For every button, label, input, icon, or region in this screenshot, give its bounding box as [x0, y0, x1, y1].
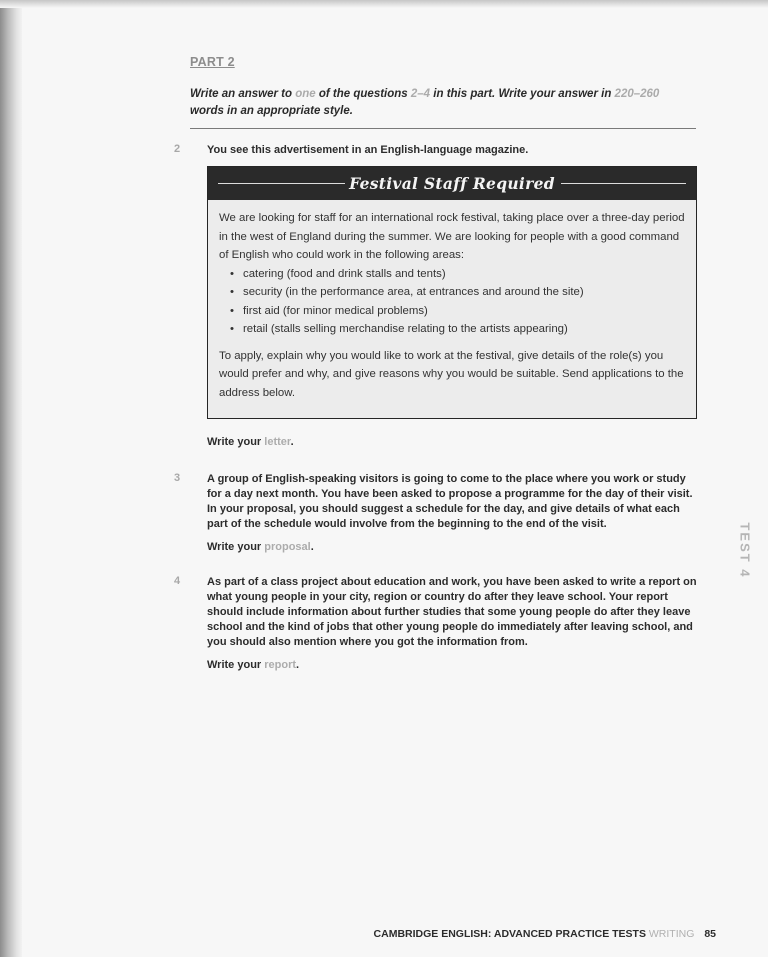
side-test-label-text: TEST 4: [737, 521, 753, 579]
advert-area-text: catering (food and drink stalls and tents): [243, 267, 446, 280]
advert-area-item: [219, 302, 686, 321]
page-number: 85: [704, 928, 716, 940]
question-2-number: 2: [174, 143, 181, 155]
footer-section: WRITING: [648, 928, 695, 940]
advert-areas-list: [219, 265, 686, 339]
instructions-text-d: words in an appropriate style.: [190, 105, 353, 117]
bullet-icon: •: [230, 267, 234, 280]
advert-area-text: retail (stalls selling merchandise relating to the artists appearing): [243, 323, 568, 335]
footer-book-title: CAMBRIDGE ENGLISH: ADVANCED PRACTICE TESTS: [373, 928, 646, 940]
task-type: proposal: [264, 541, 311, 553]
task-type: letter: [264, 436, 291, 448]
divider-rule: [190, 128, 696, 129]
question-3-task: [207, 541, 314, 553]
instructions: [190, 86, 696, 120]
write-prefix: Write your: [207, 436, 265, 448]
advert-area-item: [219, 265, 686, 284]
bullet-icon: •: [230, 286, 234, 298]
advert-area-item: [219, 320, 686, 339]
write-prefix: Write your: [207, 659, 265, 671]
instructions-words: 220–260: [614, 88, 660, 100]
advert-intro: We are looking for staff for an international rock festival, taking place over a three-day period in the west of England during the summer. We are looking for people with a good command of English who could work in the following areas:: [219, 212, 685, 261]
question-4-number: 4: [174, 575, 181, 587]
instructions-text-b: of the questions: [315, 88, 411, 100]
instructions-text-a: Write an answer to: [190, 88, 296, 100]
question-3-text: A group of English-speaking visitors is going to come to the place where you work or study for a day next month. You have been asked to propose a programme for the day of their visit. In your proposal, you should suggest a schedule for the day, and give details of what each part of the schedule would involve from the beginning to the end of the visit.: [207, 473, 693, 530]
write-suffix: .: [290, 436, 294, 448]
write-suffix: .: [310, 541, 314, 553]
advert-header: [208, 167, 696, 200]
bullet-icon: •: [230, 323, 234, 335]
advert-title: Festival Staff Required: [349, 174, 555, 193]
instructions-text-c: in this part. Write your answer in: [430, 88, 615, 100]
instructions-range: 2–4: [410, 88, 431, 100]
part-heading: PART 2: [190, 55, 235, 69]
bullet-icon: •: [230, 304, 234, 317]
advert-header-line-left: [218, 183, 345, 184]
question-3-number: 3: [174, 472, 181, 484]
top-edge-shadow: [0, 0, 768, 8]
question-2-text: You see this advertisement in an English-language magazine.: [207, 144, 529, 156]
question-4-task: [207, 659, 299, 671]
advert-area-text: first aid (for minor medical problems): [243, 304, 428, 317]
write-suffix: .: [296, 659, 300, 671]
festival-advert: [207, 166, 697, 419]
instructions-one: one: [295, 88, 316, 100]
side-test-label: [730, 520, 760, 580]
question-2-task: [207, 436, 294, 448]
book-spine-shadow: [0, 0, 22, 957]
advert-area-item: [219, 283, 686, 302]
advert-apply-text: To apply, explain why you would like to work at the festival, give details of the role(s) you would prefer and why, and give reasons why you would be suitable. Send applications to the address below.: [219, 349, 684, 399]
advert-body: [208, 200, 696, 402]
task-type: report: [264, 659, 297, 671]
advert-header-line-right: [561, 183, 686, 184]
advert-area-text: security (in the performance area, at entrances and around the site): [243, 286, 584, 298]
page-footer: [374, 928, 716, 940]
question-4-text: As part of a class project about education and work, you have been asked to write a report on what young people in your city, region or country do after they leave school. Your report should include information about further studies that some young people do after they leave school and the kind of jobs that other young people do immediately after leaving school, and you should also mention where you got the information from.: [207, 576, 697, 648]
write-prefix: Write your: [207, 541, 265, 553]
